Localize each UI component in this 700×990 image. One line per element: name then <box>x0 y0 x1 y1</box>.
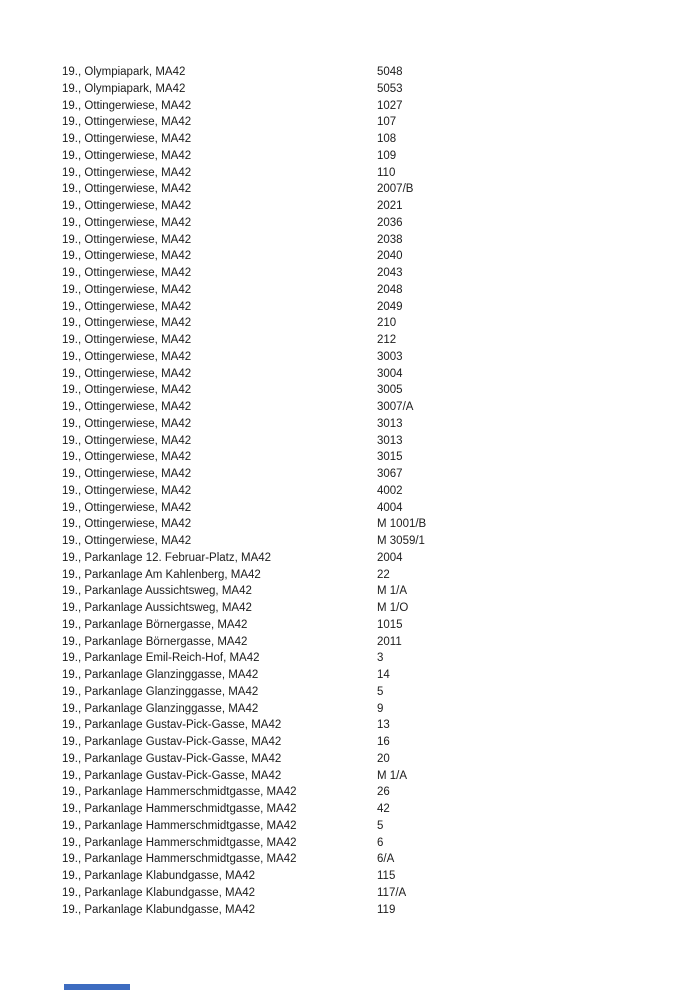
plan-number: 2040 <box>377 250 403 263</box>
list-item <box>62 667 426 684</box>
list-item <box>62 868 426 885</box>
plan-number: 20 <box>377 752 390 765</box>
location-label: 19., Parkanlage Hammerschmidtgasse, MA42 <box>62 853 297 866</box>
plan-number: 4002 <box>377 484 403 497</box>
location-label: 19., Parkanlage Hammerschmidtgasse, MA42 <box>62 786 297 799</box>
location-label: 19., Ottingerwiese, MA42 <box>62 518 192 531</box>
list-item <box>62 399 426 416</box>
location-label: 19., Parkanlage Klabundgasse, MA42 <box>62 870 256 882</box>
location-label: 19., Olympiapark, MA42 <box>62 82 186 95</box>
plan-number: 2048 <box>377 283 403 296</box>
location-label: 19., Ottingerwiese, MA42 <box>62 99 192 112</box>
list-item <box>62 801 426 818</box>
location-label: 19., Ottingerwiese, MA42 <box>62 535 192 547</box>
plan-number: 3 <box>377 652 384 665</box>
location-label: 19., Parkanlage Börnergasse, MA42 <box>62 635 248 648</box>
plan-number: 115 <box>377 870 396 882</box>
plan-number: 210 <box>377 317 397 330</box>
list-item <box>62 332 426 349</box>
list-item <box>62 533 426 550</box>
location-label: 19., Ottingerwiese, MA42 <box>62 133 192 145</box>
plan-number: 9 <box>377 702 384 715</box>
location-label: 19., Ottingerwiese, MA42 <box>62 468 192 480</box>
list-item <box>62 567 426 584</box>
list-item <box>62 433 426 450</box>
location-label: 19., Parkanlage Am Kahlenberg, MA42 <box>62 568 261 581</box>
plan-number: 22 <box>377 568 390 581</box>
list-item <box>62 114 426 131</box>
location-label: 19., Ottingerwiese, MA42 <box>62 233 192 246</box>
location-label: 19., Ottingerwiese, MA42 <box>62 501 192 514</box>
list-item <box>62 148 426 165</box>
location-label: 19., Ottingerwiese, MA42 <box>62 200 192 212</box>
list-item <box>62 215 426 232</box>
location-label: 19., Parkanlage Glanzinggasse, MA42 <box>62 702 259 715</box>
location-label: 19., Ottingerwiese, MA42 <box>62 149 192 162</box>
list-item <box>62 500 426 517</box>
location-label: 19., Ottingerwiese, MA42 <box>62 434 192 447</box>
plan-number: 2043 <box>377 267 403 279</box>
plan-number: 3067 <box>377 468 403 480</box>
plan-number: 119 <box>377 903 396 916</box>
plan-number: 13 <box>377 719 390 732</box>
location-label: 19., Ottingerwiese, MA42 <box>62 183 192 196</box>
location-label: 19., Parkanlage Aussichtsweg, MA42 <box>62 585 252 598</box>
list-item <box>62 516 426 533</box>
plan-number: 14 <box>377 669 390 681</box>
plan-number: 5 <box>377 819 384 832</box>
list-item <box>62 634 426 651</box>
list-item <box>62 366 426 383</box>
location-label: 19., Ottingerwiese, MA42 <box>62 401 192 413</box>
location-label: 19., Parkanlage Gustav-Pick-Gasse, MA42 <box>62 719 282 732</box>
list-item <box>62 851 426 868</box>
plan-number: 42 <box>377 803 390 815</box>
plan-number: 117/A <box>377 886 407 899</box>
list-item <box>62 315 426 332</box>
plan-number: 16 <box>377 736 390 748</box>
list-item <box>62 198 426 215</box>
list-item <box>62 902 426 919</box>
location-label: 19., Ottingerwiese, MA42 <box>62 250 192 263</box>
list-item <box>62 835 426 852</box>
location-label: 19., Ottingerwiese, MA42 <box>62 484 192 497</box>
plan-number: 5 <box>377 685 384 698</box>
location-label: 19., Parkanlage 12. Februar-Platz, MA42 <box>62 551 272 564</box>
list-item <box>62 232 426 249</box>
plan-number: 212 <box>377 334 397 346</box>
location-label: 19., Ottingerwiese, MA42 <box>62 283 192 296</box>
plan-number: 5053 <box>377 82 403 95</box>
plan-number: 5048 <box>377 66 403 78</box>
list-item <box>62 349 426 366</box>
location-label: 19., Parkanlage Gustav-Pick-Gasse, MA42 <box>62 752 282 765</box>
list-item <box>62 717 426 734</box>
plan-number: 108 <box>377 133 397 145</box>
list-item <box>62 784 426 801</box>
plan-number: 2038 <box>377 233 403 246</box>
list-item <box>62 768 426 785</box>
location-label: 19., Parkanlage Börnergasse, MA42 <box>62 618 248 631</box>
location-label: 19., Ottingerwiese, MA42 <box>62 350 192 363</box>
location-label: 19., Ottingerwiese, MA42 <box>62 267 192 279</box>
plan-number: 2004 <box>377 551 403 564</box>
location-label: 19., Parkanlage Hammerschmidtgasse, MA42 <box>62 836 297 849</box>
plan-number: 2036 <box>377 216 403 229</box>
location-label: 19., Parkanlage Glanzinggasse, MA42 <box>62 669 259 681</box>
list-item <box>62 617 426 634</box>
list-item <box>62 131 426 148</box>
plan-number: 26 <box>377 786 390 799</box>
plan-number: 3007/A <box>377 401 414 413</box>
list-item <box>62 64 426 81</box>
location-label: 19., Parkanlage Hammerschmidtgasse, MA42 <box>62 803 297 815</box>
location-label: 19., Ottingerwiese, MA42 <box>62 116 192 129</box>
plan-number: 2011 <box>377 635 402 648</box>
location-label: 19., Parkanlage Hammerschmidtgasse, MA42 <box>62 819 297 832</box>
plan-number: 2049 <box>377 300 403 313</box>
location-label: 19., Parkanlage Klabundgasse, MA42 <box>62 886 256 899</box>
plan-number: 3005 <box>377 384 403 397</box>
list-item <box>62 818 426 835</box>
location-label: 19., Ottingerwiese, MA42 <box>62 417 192 430</box>
list-item <box>62 265 426 282</box>
list-item <box>62 751 426 768</box>
plan-number: 3003 <box>377 350 403 363</box>
plan-number: M 1/O <box>377 602 409 614</box>
plan-number: 3015 <box>377 451 403 464</box>
plan-number: 109 <box>377 149 397 162</box>
list-item <box>62 600 426 617</box>
list-item <box>62 81 426 98</box>
list-item <box>62 483 426 500</box>
location-label: 19., Ottingerwiese, MA42 <box>62 334 192 346</box>
list-item <box>62 885 426 902</box>
location-label: 19., Parkanlage Aussichtsweg, MA42 <box>62 602 252 614</box>
location-label: 19., Ottingerwiese, MA42 <box>62 300 192 313</box>
partial-blue-bar <box>64 984 130 990</box>
plan-number: 1027 <box>377 99 403 112</box>
location-label: 19., Parkanlage Glanzinggasse, MA42 <box>62 685 259 698</box>
list-item <box>62 98 426 115</box>
plan-number: 107 <box>377 116 397 129</box>
list-item <box>62 583 426 600</box>
plan-number: 6 <box>377 836 384 849</box>
location-label: 19., Ottingerwiese, MA42 <box>62 317 192 330</box>
location-label: 19., Ottingerwiese, MA42 <box>62 166 192 179</box>
list-item <box>62 165 426 182</box>
plan-number: M 1001/B <box>377 518 427 531</box>
location-label: 19., Ottingerwiese, MA42 <box>62 367 192 380</box>
plan-number: 3013 <box>377 434 403 447</box>
location-label: 19., Parkanlage Klabundgasse, MA42 <box>62 903 256 916</box>
list-item <box>62 466 426 483</box>
list-item <box>62 449 426 466</box>
list-item <box>62 382 426 399</box>
plan-number: 110 <box>377 166 396 179</box>
location-label: 19., Ottingerwiese, MA42 <box>62 451 192 464</box>
location-label: 19., Parkanlage Gustav-Pick-Gasse, MA42 <box>62 769 282 782</box>
list-item <box>62 181 426 198</box>
plan-number: M 1/A <box>377 769 408 782</box>
plan-number: 2007/B <box>377 183 414 196</box>
plan-number: M 3059/1 <box>377 535 425 547</box>
list-item <box>62 416 426 433</box>
list-item <box>62 550 426 567</box>
plan-number: M 1/A <box>377 585 408 598</box>
plan-number: 3013 <box>377 417 403 430</box>
plan-number: 4004 <box>377 501 403 514</box>
plan-number: 1015 <box>377 618 403 631</box>
list-item <box>62 248 426 265</box>
list-item <box>62 734 426 751</box>
location-list <box>62 64 426 918</box>
location-label: 19., Ottingerwiese, MA42 <box>62 384 192 397</box>
list-item <box>62 650 426 667</box>
plan-number: 6/A <box>377 853 395 866</box>
location-label: 19., Parkanlage Gustav-Pick-Gasse, MA42 <box>62 736 282 748</box>
list-item <box>62 684 426 701</box>
list-item <box>62 701 426 718</box>
location-label: 19., Parkanlage Emil-Reich-Hof, MA42 <box>62 652 260 665</box>
list-item <box>62 282 426 299</box>
plan-number: 2021 <box>377 200 403 212</box>
location-label: 19., Ottingerwiese, MA42 <box>62 216 192 229</box>
location-label: 19., Olympiapark, MA42 <box>62 66 186 78</box>
list-item <box>62 299 426 316</box>
plan-number: 3004 <box>377 367 403 380</box>
